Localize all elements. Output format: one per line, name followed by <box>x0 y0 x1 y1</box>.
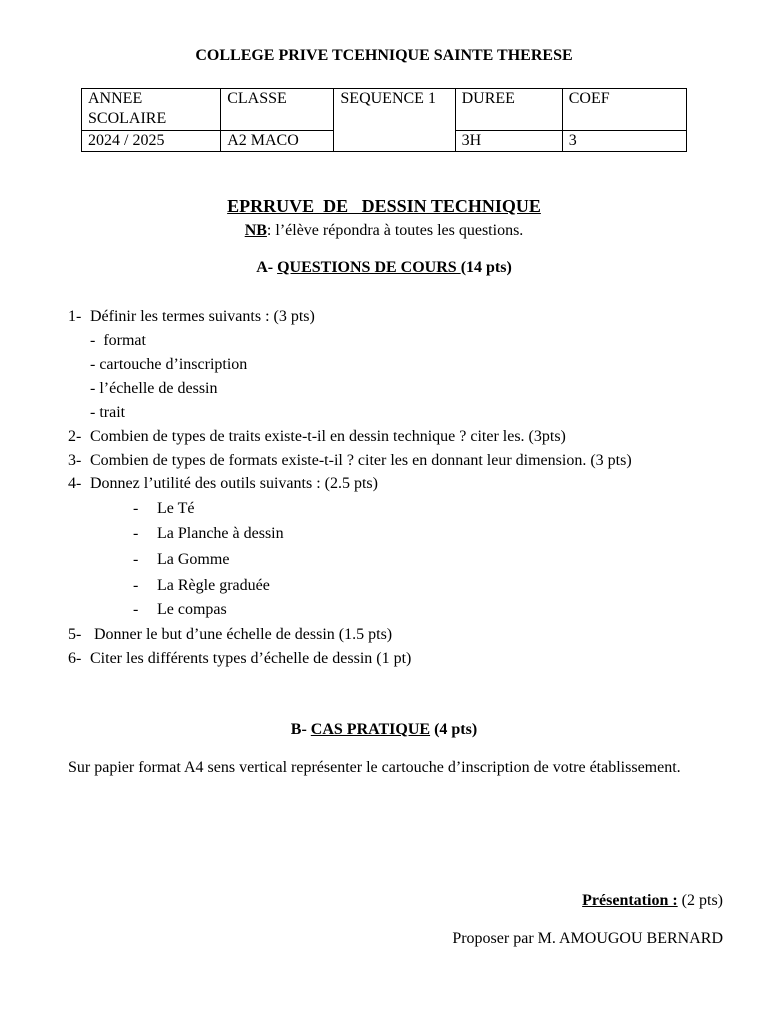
info-table <box>81 88 687 152</box>
annee-value: 2024 / 2025 <box>82 131 221 152</box>
section-b-text: Sur papier format A4 sens vertical représenter le cartouche d’inscription de votre établissement. <box>68 759 681 776</box>
annee-label: ANNEE SCOLAIRE <box>82 89 221 131</box>
duree-value: 3H <box>455 131 562 152</box>
q4-item: - La Planche à dessin <box>133 525 284 542</box>
nb-label: NB <box>244 222 267 239</box>
nb-text: : l’élève répondra à toutes les questions. <box>266 222 524 239</box>
q4-item: - La Règle graduée <box>133 577 270 594</box>
sequence-cell: SEQUENCE 1 <box>334 89 455 152</box>
coef-value: 3 <box>562 131 686 152</box>
presentation-line: Présentation : (2 pts) <box>582 892 723 909</box>
duree-label: DUREE <box>455 89 562 131</box>
classe-value: A2 MACO <box>221 131 334 152</box>
q1-item: - l’échelle de dessin <box>90 380 218 397</box>
exam-title: EPRRUVE DE DESSIN TECHNIQUE <box>227 196 541 216</box>
question-1: 1- Définir les termes suivants : (3 pts) <box>68 308 315 325</box>
question-4: 4- Donnez l’utilité des outils suivants : (2.5 pts) <box>68 475 378 492</box>
classe-label: CLASSE <box>221 89 334 131</box>
section-b-heading: B- CAS PRATIQUE (4 pts) <box>290 721 478 738</box>
q1-item: - cartouche d’inscription <box>90 356 248 373</box>
school-name: COLLEGE PRIVE TCEHNIQUE SAINTE THERESE <box>195 47 573 64</box>
question-2: 2- Combien de types de traits existe-t-il en dessin technique ? citer les. (3pts) <box>68 428 566 445</box>
q4-item: - Le compas <box>133 601 227 618</box>
q1-item: - format <box>90 332 146 349</box>
q1-item: - trait <box>90 404 126 421</box>
coef-label: COEF <box>562 89 686 131</box>
question-6: 6- Citer les différents types d’échelle de dessin (1 pt) <box>68 650 412 667</box>
presentation-label: Présentation : <box>582 892 678 909</box>
nb-note <box>0 222 768 240</box>
section-a-heading: A- QUESTIONS DE COURS (14 pts) <box>256 259 512 276</box>
author-line: Proposer par M. AMOUGOU BERNARD <box>452 930 723 947</box>
q4-item: - Le Té <box>133 500 195 517</box>
question-5: 5- Donner le but d’une échelle de dessin (1.5 pts) <box>68 626 393 643</box>
q4-item: - La Gomme <box>133 551 230 568</box>
question-3: 3- Combien de types de formats existe-t-il ? citer les en donnant leur dimension. (3 pts) <box>68 452 632 469</box>
